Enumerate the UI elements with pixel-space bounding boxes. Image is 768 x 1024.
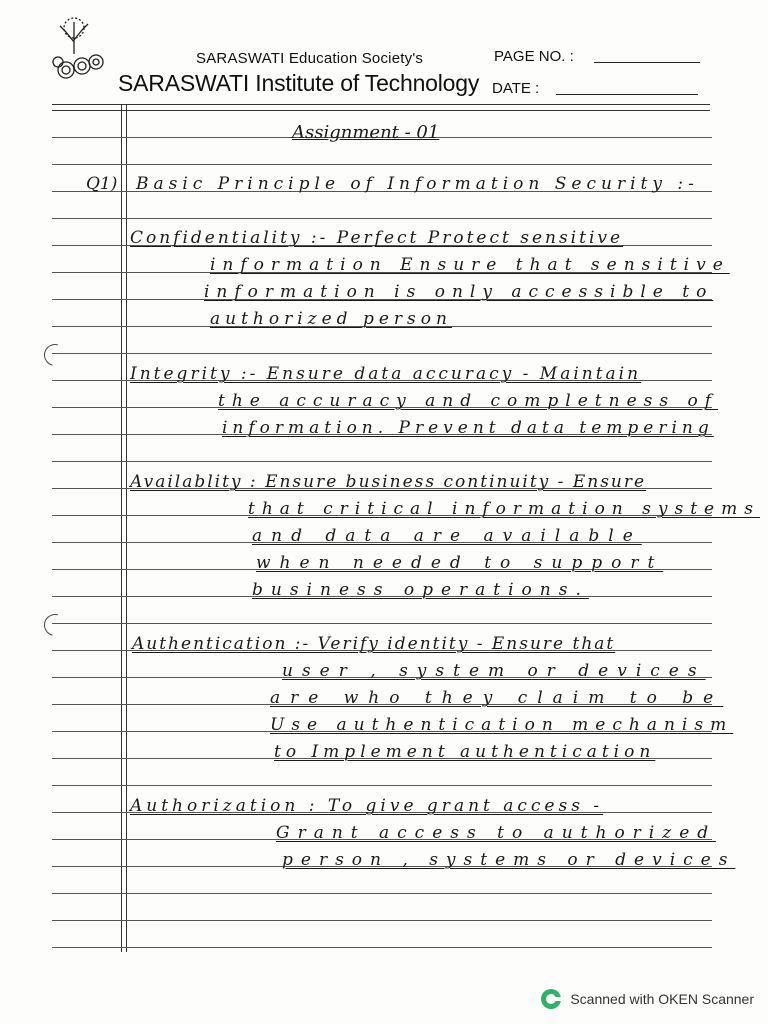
handwritten-line: Availablity : Ensure business continuity - Ensure bbox=[130, 472, 647, 492]
date-field bbox=[556, 94, 698, 95]
society-name: SARASWATI Education Society's bbox=[196, 50, 424, 67]
ruled-line bbox=[52, 893, 712, 894]
ruled-line bbox=[52, 164, 712, 165]
page-no-field bbox=[594, 62, 700, 63]
scanner-text: Scanned with OKEN Scanner bbox=[570, 991, 754, 1007]
ruled-line bbox=[52, 218, 712, 219]
punch-hole-icon bbox=[40, 610, 70, 640]
handwritten-line: Use authentication mechanism bbox=[270, 715, 734, 735]
handwritten-line: the accuracy and completness of bbox=[218, 391, 719, 411]
handwritten-line: authorized person bbox=[210, 309, 452, 329]
ruled-line bbox=[52, 785, 712, 786]
assignment-title: Assignment - 01 bbox=[292, 122, 440, 143]
handwritten-line: business operations. bbox=[252, 580, 589, 600]
question-number: Q1) bbox=[86, 174, 118, 194]
handwritten-line: and data are available bbox=[252, 526, 642, 546]
handwritten-line: user , system or devices bbox=[282, 661, 706, 681]
margin-line bbox=[126, 104, 127, 952]
scanner-watermark bbox=[540, 988, 754, 1010]
punch-hole-icon bbox=[40, 340, 70, 370]
institute-logo-icon bbox=[48, 14, 110, 84]
handwritten-line: information is only accessible to bbox=[204, 282, 714, 302]
handwritten-line: when needed to support bbox=[256, 553, 664, 573]
ruled-line bbox=[52, 920, 712, 921]
handwritten-line: are who they claim to be bbox=[270, 688, 724, 708]
top-rule bbox=[52, 110, 710, 111]
ruled-line bbox=[52, 947, 712, 948]
question-title: Basic Principle of Information Security :- bbox=[136, 174, 699, 194]
handwritten-line: that critical information systems bbox=[248, 499, 760, 519]
handwritten-line: Authorization : To give grant access - bbox=[130, 796, 604, 816]
handwritten-line: information. Prevent data tempering bbox=[222, 418, 714, 438]
top-rule bbox=[52, 104, 710, 105]
date-label: DATE : bbox=[492, 80, 540, 97]
ruled-line bbox=[52, 623, 712, 624]
institute-name: SARASWATI Institute of Technology bbox=[118, 70, 480, 96]
handwritten-line: Confidentiality :- Perfect Protect sensitive bbox=[130, 228, 624, 248]
margin-line bbox=[121, 104, 122, 952]
handwritten-line: person , systems or devices bbox=[282, 850, 736, 870]
ruled-line bbox=[52, 461, 712, 462]
handwritten-line: to Implement authentication bbox=[274, 742, 656, 762]
scanner-logo-icon bbox=[540, 988, 562, 1010]
ruled-line bbox=[52, 353, 712, 354]
handwritten-line: Integrity :- Ensure data accuracy - Maintain bbox=[130, 364, 642, 384]
handwritten-line: Authentication :- Verify identity - Ensure that bbox=[132, 634, 616, 654]
handwritten-line: Grant access to authorized bbox=[276, 823, 717, 843]
handwritten-line: information Ensure that sensitive bbox=[210, 255, 730, 275]
page-no-label: PAGE NO. : bbox=[494, 48, 574, 65]
